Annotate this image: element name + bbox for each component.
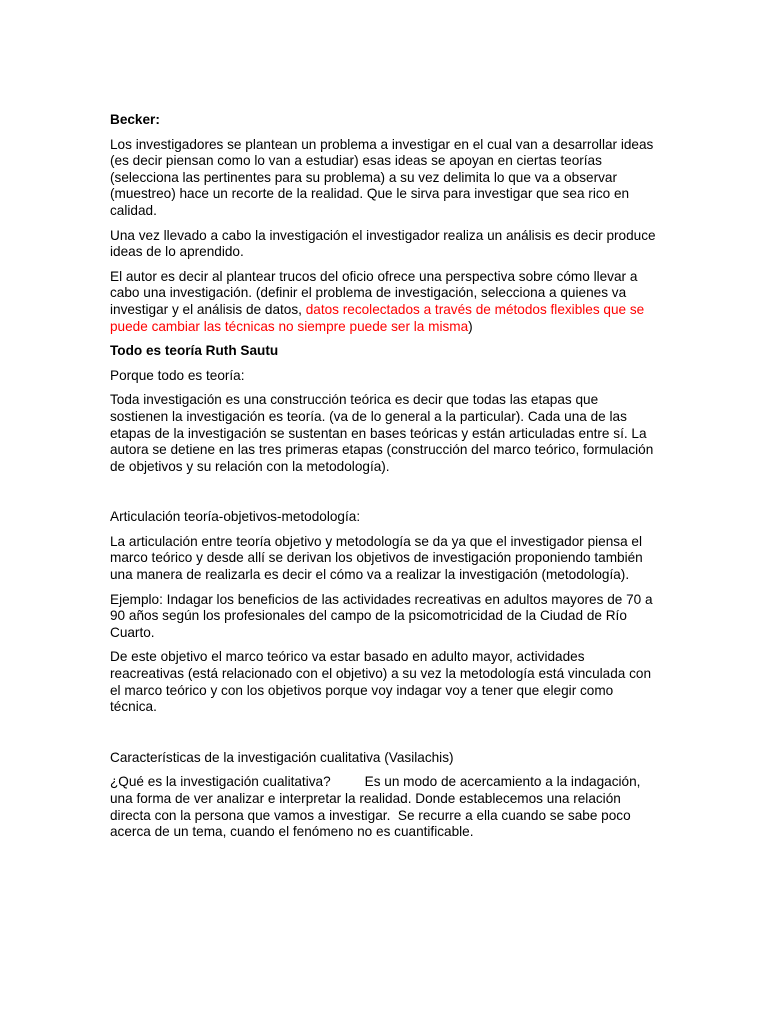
paragraph-6: Articulación teoría-objetivos-metodología: <box>110 509 361 525</box>
spacer <box>110 483 658 509</box>
heading-todo-es-teoria: Todo es teoría Ruth Sautu <box>110 343 279 359</box>
paragraph-3-text: El autor es decir al plantear trucos del oficio ofrece una perspectiva sobre cómo llevar a cabo una investigación. (definir el problema de investigación, selecciona a quienes va investigar y el análisis de datos, <box>110 268 638 317</box>
heading-becker: Becker: <box>110 112 160 127</box>
paragraph-2: Una vez llevado a cabo la investigación el investigador realiza un análisis es decir produce ideas de lo aprendido. <box>110 227 656 260</box>
paragraph-3-highlight: datos recolectados a través de métodos flexibles que se puede cambiar las técnicas no siempre puede ser la misma <box>110 301 645 334</box>
paragraph-8: Ejemplo: Indagar los beneficios de las actividades recreativas en adultos mayores de 70 a 90 años según los profesionales del campo de la psicomotricidad de la Ciudad de Río Cuarto. <box>110 591 653 640</box>
paragraph-3 <box>110 269 658 335</box>
paragraph-4: Porque todo es teoría: <box>110 367 245 383</box>
paragraph-9: De este objetivo el marco teórico va estar basado en adulto mayor, actividades reacreativas (está relacionado con el objetivo) a su vez la metodología está vinculada con el marco teórico y con los objetivos porque voy indagar voy a tener que elegir como técnica. <box>110 649 652 715</box>
paragraph-5: Toda investigación es una construcción teórica es decir que todas las etapas que sostienen la investigación es teoría. (va de lo general a la particular). Cada una de las etapas de la investigación se sustentan en bases teóricas y están articuladas entre sí. La autora se detiene en las tres primeras etapas (construcción del marco teórico, formulación de objetivos y su relación con la metodología). <box>110 392 654 474</box>
paragraph-7: La articulación entre teoría objetivo y metodología se da ya que el investigador piensa el marco teórico y desde allí se derivan los objetivos de investigación proponiendo también una manera de realizarla es decir el cómo va a realizar la investigación (metodología). <box>110 533 643 583</box>
paragraph-3-close: ) <box>468 318 473 334</box>
paragraph-10: Características de la investigación cualitativa (Vasilachis) <box>110 749 454 765</box>
spacer <box>110 724 658 750</box>
paragraph-11: ¿Qué es la investigación cualitativa? Es un modo de acercamiento a la indagación, una forma de ver analizar e interpretar la realidad. Donde establecemos una relación directa con la persona que vamos a investigar. Se recurre a ella cuando se sabe poco acerca de un tema, cuando el fenómeno no es cuantificable. <box>110 774 645 840</box>
paragraph-1: Los investigadores se plantean un problema a investigar en el cual van a desarrollar ideas (es decir piensan como lo van a estudiar) esas ideas se apoyan en ciertas teorías (selecciona las pertinentes para su problema) a su vez delimita lo que va a observar (muestreo) hace un recorte de la realidad. Que le sirva para investigar que sea rico en calidad. <box>110 136 654 218</box>
document-page <box>110 112 658 849</box>
